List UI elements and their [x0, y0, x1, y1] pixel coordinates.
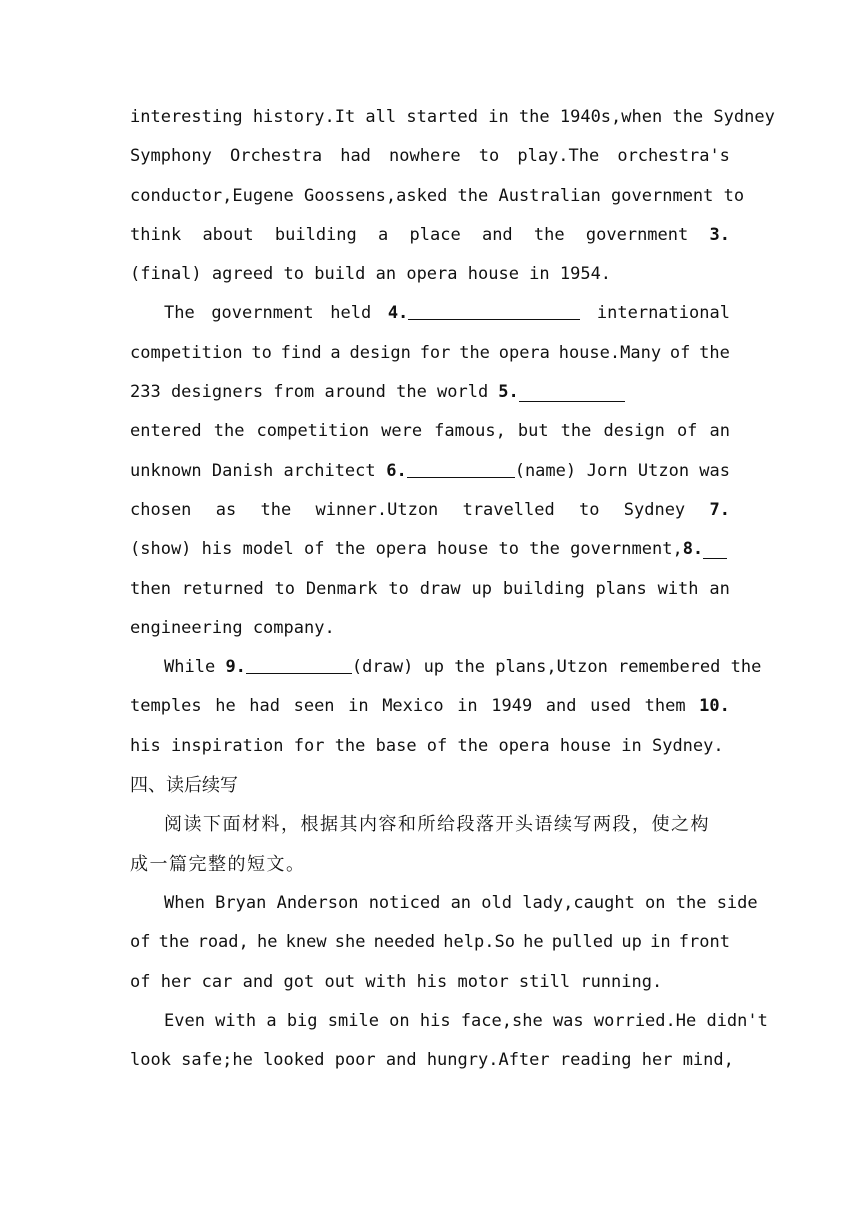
question-number-10: 10.	[699, 696, 730, 717]
word: then	[130, 578, 171, 599]
word: he	[523, 932, 544, 953]
text-line	[130, 177, 745, 216]
word: competition	[130, 342, 243, 363]
text-line	[130, 648, 762, 687]
section-heading-text: 四、读后续写	[130, 775, 238, 797]
word: help.So	[443, 932, 515, 953]
word: to	[388, 578, 409, 599]
word: she	[334, 932, 366, 953]
word: building	[502, 578, 585, 599]
text: Eugene Goossens,	[232, 185, 397, 206]
answer-blank-5[interactable]	[519, 383, 625, 402]
word: and	[545, 696, 577, 717]
question-number-6: 6.	[386, 460, 407, 481]
word: building	[274, 224, 357, 245]
word: the	[699, 342, 730, 363]
word: were	[381, 421, 423, 442]
text: engineering company.	[130, 617, 335, 638]
word: orchestra's	[617, 146, 730, 167]
word: an	[709, 421, 730, 442]
word: the	[533, 224, 565, 245]
text: Even with a big smile on his face,	[164, 1010, 512, 1031]
text-line	[130, 570, 730, 609]
word: nowhere	[389, 146, 461, 167]
word: plans	[595, 578, 647, 599]
word: in	[650, 932, 671, 953]
word: and	[481, 224, 513, 245]
question-number-4: 4.	[387, 303, 409, 324]
word: Orchestra	[229, 146, 323, 167]
word: as	[215, 499, 237, 520]
word: Denmark	[305, 578, 378, 599]
text: of her car and got out with his motor still running.	[130, 971, 663, 992]
text-line	[130, 334, 730, 373]
word: used	[590, 696, 632, 717]
word: design	[349, 342, 411, 363]
text-line	[130, 963, 730, 1002]
word: but	[517, 421, 549, 442]
blank-group	[388, 294, 580, 333]
word: place	[409, 224, 461, 245]
word: about	[202, 224, 254, 245]
word: them	[644, 696, 686, 717]
text-line	[130, 727, 730, 766]
word: winner.Utzon	[315, 499, 439, 520]
word: the	[459, 342, 490, 363]
word: of	[130, 932, 151, 953]
text-line	[130, 216, 730, 255]
word: with	[657, 578, 699, 599]
word: famous,	[434, 421, 506, 442]
word: find	[280, 342, 322, 363]
blank-group	[164, 648, 557, 687]
hint: (name)	[514, 460, 577, 481]
text: (show) his model of the opera house to the government,	[130, 539, 683, 560]
text: (final) agreed to build an opera house in 1954.	[130, 264, 612, 285]
text-line	[130, 1002, 768, 1041]
word: While	[164, 657, 216, 678]
word: needed	[373, 932, 436, 953]
word: The	[164, 303, 195, 324]
text-line	[130, 687, 730, 726]
text: When Bryan Anderson noticed an old lady,	[164, 892, 574, 913]
text-line	[130, 255, 730, 294]
word: Sydney	[623, 499, 686, 520]
text-line	[130, 412, 730, 451]
word: of	[676, 421, 698, 442]
word: travelled	[462, 499, 555, 520]
question-number-9: 9.	[225, 657, 246, 678]
section-heading	[130, 766, 730, 805]
word: for	[419, 342, 451, 363]
text: caught on the side	[573, 892, 758, 913]
text: 233 designers from around the world	[130, 382, 489, 403]
text: Utzon remembered the	[556, 657, 762, 678]
word: seen	[293, 696, 335, 717]
word: of	[669, 342, 691, 363]
text-line	[130, 923, 730, 962]
text: It all started in the 1940s,	[334, 107, 622, 127]
word: to	[251, 342, 272, 363]
answer-blank-8[interactable]	[703, 540, 727, 559]
text-line	[130, 609, 730, 648]
text: Jorn Utzon was	[586, 460, 730, 481]
word: draw	[419, 578, 461, 599]
text: when the Sydney	[621, 107, 775, 127]
word: the	[560, 421, 592, 442]
word: think	[130, 224, 182, 245]
word: pulled	[551, 932, 614, 953]
word: a	[330, 342, 341, 363]
instruction-text: 成一篇完整的短文。	[130, 853, 306, 875]
text: conductor,	[130, 185, 233, 206]
word: Symphony	[130, 146, 212, 167]
word: the	[158, 932, 190, 953]
word: had	[340, 146, 371, 167]
text-line	[130, 491, 730, 530]
word: in	[457, 696, 478, 717]
word: 1949	[491, 696, 533, 717]
text-line	[130, 98, 775, 137]
word: front	[678, 932, 730, 953]
text-line	[130, 452, 730, 491]
answer-blank-9[interactable]	[246, 655, 352, 674]
answer-blank-6[interactable]	[407, 459, 515, 478]
word: to	[478, 146, 500, 167]
instruction-line	[130, 845, 730, 884]
question-number-3: 3.	[709, 224, 730, 245]
word: he	[256, 932, 278, 953]
text: interesting history.	[130, 107, 335, 127]
answer-blank-4[interactable]	[408, 301, 580, 320]
word: opera	[498, 342, 550, 363]
word: had	[249, 696, 281, 717]
blank-group	[386, 452, 576, 491]
hint: (draw) up the plans,	[351, 657, 557, 678]
word: up	[621, 932, 642, 953]
word: he	[215, 696, 236, 717]
question-number-5: 5.	[498, 382, 519, 403]
text-line	[130, 1041, 734, 1080]
text-line	[130, 373, 730, 412]
word: held	[330, 303, 372, 324]
text: asked the Australian government to	[396, 185, 745, 206]
text-line	[130, 530, 730, 569]
text: unknown Danish architect	[130, 460, 376, 481]
word: road,	[197, 932, 249, 953]
text-line	[130, 137, 730, 176]
word: temples	[130, 696, 202, 717]
question-number-8: 8.	[682, 539, 704, 560]
word: Mexico	[382, 696, 444, 717]
text-line	[130, 294, 730, 333]
word: returned	[181, 578, 264, 599]
word: to	[578, 499, 600, 520]
word: chosen	[130, 499, 192, 520]
question-number-7: 7.	[709, 499, 730, 520]
word: entered	[130, 421, 202, 442]
word: knew	[285, 932, 327, 953]
instruction-text: 阅读下面材料，根据其内容和所给段落开头语续写两段，使之构	[164, 814, 710, 836]
instruction-line	[130, 805, 730, 844]
word: an	[709, 578, 730, 599]
document-content	[130, 98, 775, 1080]
word: a	[378, 224, 389, 245]
word: up	[471, 578, 492, 599]
text-line	[130, 884, 758, 923]
word: in	[348, 696, 369, 717]
text: he looked poor and hungry.After reading her mind,	[232, 1050, 734, 1071]
text: look safe;	[130, 1050, 233, 1071]
word: play.The	[517, 146, 600, 167]
word: government	[585, 224, 689, 245]
text: she was worried.He didn't	[512, 1010, 768, 1031]
word: government	[211, 303, 314, 324]
word: to	[274, 578, 296, 599]
word: design	[603, 421, 665, 442]
word: the	[213, 421, 245, 442]
word: competition	[256, 421, 370, 442]
word: house.Many	[558, 342, 662, 363]
text: his inspiration for the base of the opera house in Sydney.	[130, 735, 724, 756]
word: international	[596, 303, 730, 324]
word: the	[260, 499, 292, 520]
